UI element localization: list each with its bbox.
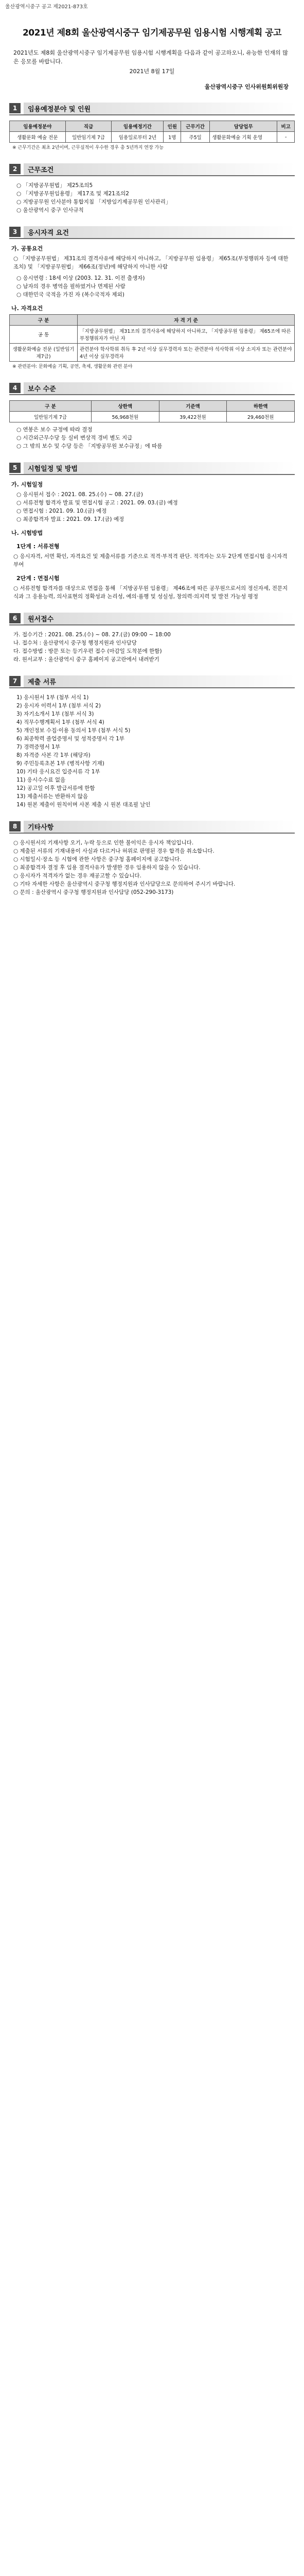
- intro-text: 2021년도 제8회 울산광역시중구 임기제공무원 임용시험 시행계획을 다음과 같이 공고하오니, 유능한 인재의 많은 응모를 바랍니다.: [13, 49, 288, 65]
- table-cell: 공 통: [10, 326, 78, 344]
- list-item: ○ 기타 자세한 사항은 울산광역시 중구청 행정지원과 인사담당으로 문의하여 주시기 바랍니다.: [13, 881, 236, 887]
- list-item: 3) 자기소개서 1부 (첨부 서식 3): [16, 711, 94, 717]
- section-title: 응시자격 요건: [24, 226, 295, 238]
- section-title: 근무조건: [24, 163, 295, 175]
- section-documents: [9, 675, 295, 809]
- notice-number: 울산광역시중구 공고 제2021-873호: [5, 4, 88, 10]
- list-item: ○ 연봉은 보수 규정에 따라 결정: [16, 427, 93, 433]
- signer: 울산광역시중구 인사위원회위원장: [204, 83, 289, 90]
- page-title: 2021년 제8회 울산광역시중구 임기제공무원 임용시험 시행계획 공고: [22, 28, 282, 38]
- table-cell: 일반임기제 7급: [10, 412, 92, 422]
- detail-title: 나. 자격요건: [11, 305, 43, 312]
- table-row: [10, 132, 295, 143]
- section-heading: [9, 675, 295, 688]
- list-item: 4) 직무수행계획서 1부 (첨부 서식 4): [16, 719, 104, 725]
- section-heading: [9, 612, 295, 625]
- table-cell: -: [277, 132, 295, 143]
- qualification-table: [9, 314, 295, 362]
- section-number: 5: [9, 463, 21, 473]
- table-header-cell: 인원: [164, 121, 181, 132]
- recruit-table: [9, 121, 295, 143]
- table-row: [10, 412, 295, 422]
- list-item: 8) 자격증 사본 각 1부 (해당자): [16, 752, 91, 758]
- table-header-cell: 임용예정기간: [112, 121, 164, 132]
- list-item: 14) 원본 제출이 원칙이며 사본 제출 시 원본 대조필 날인: [16, 802, 151, 808]
- list-item: 2) 응시자 이력서 1부 (첨부 서식 2): [16, 703, 101, 709]
- section-title: 보수 수준: [24, 382, 295, 394]
- recruit-note: ※ 근무기간은 최초 2년이며, 근무실적이 우수한 경우 총 5년까지 연장 가능: [12, 145, 164, 150]
- list-item: ○ 남자의 경우 병역을 필하였거나 면제된 사람: [16, 283, 126, 290]
- section-heading: [9, 462, 295, 475]
- table-header-cell: 하한액: [227, 401, 295, 412]
- table-cell: 주5일: [181, 132, 210, 143]
- table-header-cell: 상한액: [91, 401, 159, 412]
- salary-table: [9, 400, 295, 422]
- table-cell: 생활문화 예술 전문: [10, 132, 66, 143]
- step1-title: 1단계 : 서류전형: [16, 543, 60, 550]
- list-item: 5) 개인정보 수집·이용 동의서 1부 (첨부 서식 5): [16, 727, 131, 734]
- table-header-cell: 근무기간: [181, 121, 210, 132]
- table-header-cell: 직급: [65, 121, 112, 132]
- list-item: 다. 접수방법 : 방문 또는 등기우편 접수 (마감일 도착분에 한함): [13, 648, 162, 654]
- section-title: 원서접수: [24, 613, 295, 624]
- list-item: 12) 공고일 이후 발급서류에 한함: [16, 785, 95, 791]
- section-title: 시험일정 및 방법: [24, 462, 295, 474]
- list-item: 9) 주민등록초본 1부 (병적사항 기재): [16, 760, 104, 767]
- table-cell: 관련분야 학사학위 취득 후 2년 이상 실무경력자 또는 관련분야 석사학위 이상 소지자 또는 관련분야 4년 이상 실무경력자: [78, 344, 295, 362]
- list-item: ○ 「지방공무원임용령」 제17조 및 제21조의2: [16, 191, 129, 197]
- table-header-cell: 기준액: [159, 401, 227, 412]
- step1-text: ○ 응시자격, 서면 확인, 자격요건 및 제출서류를 기준으로 적격·부적격 판단. 적격자는 모두 2단계 면접시험 응시자격 부여: [13, 553, 288, 568]
- table-cell: 일반임기제 7급: [65, 132, 112, 143]
- common-title: 가. 공통요건: [11, 245, 43, 252]
- section-qualification: [9, 226, 295, 370]
- section-heading: [9, 382, 295, 395]
- table-row: [10, 326, 295, 344]
- section-number: 6: [9, 613, 21, 623]
- list-item: ○ 그 밖의 보수 및 수당 등은 「지방공무원 보수규정」에 따름: [16, 443, 163, 449]
- list-item: ○ 응시원서 접수 : 2021. 08. 25.(수) ~ 08. 27.(금): [16, 492, 143, 498]
- section-recruitment: [9, 102, 295, 151]
- section-number: 7: [9, 676, 21, 686]
- list-item: ○ 「지방공무원법」 제25조의5: [16, 182, 93, 189]
- section-heading: [9, 163, 295, 176]
- list-item: ○ 시간외근무수당 등 실비 변상적 경비 별도 지급: [16, 435, 133, 441]
- list-item: 1) 응시원서 1부 (첨부 서식 1): [16, 694, 89, 701]
- section-heading: [9, 820, 295, 834]
- table-header-cell: 구 분: [10, 315, 78, 326]
- section-number: 2: [9, 164, 21, 174]
- qualification-note: ※ 관련분야: 문화예술 기획, 공연, 축제, 생활문화 관련 분야: [12, 364, 133, 369]
- table-cell: 1명: [164, 132, 181, 143]
- table-row: [10, 344, 295, 362]
- list-item: 가. 접수기간 : 2021. 08. 25.(수) ~ 08. 27.(금) 09:00 ~ 18:00: [13, 632, 171, 638]
- section-title: 임용예정분야 및 인원: [24, 103, 295, 114]
- list-item: ○ 대한민국 국적을 가진 자 (복수국적자 제외): [16, 292, 124, 298]
- step2-title: 2단계 : 면접시험: [16, 575, 60, 582]
- list-item: 라. 원서교부 : 울산광역시 중구 홈페이지 공고란에서 내려받기: [13, 656, 159, 663]
- list-item: 13) 제출서류는 반환하지 않음: [16, 793, 88, 800]
- list-item: ○ 최종합격자 결정 후 임용 결격사유가 발생한 경우 임용하지 않을 수 있습니다.: [13, 865, 201, 871]
- table-header-cell: 담당업무: [210, 121, 277, 132]
- section-application: [9, 612, 295, 664]
- list-item: ○ 문의 : 울산광역시 중구청 행정지원과 인사담당 (052-290-3173): [13, 889, 174, 895]
- section-heading: [9, 226, 295, 239]
- list-item: ○ 최종합격자 발표 : 2021. 09. 17.(금) 예정: [16, 516, 124, 522]
- list-item: 6) 최종학력 졸업증명서 및 성적증명서 각 1부: [16, 736, 124, 742]
- list-item: ○ 응시연령 : 18세 이상 (2003. 12. 31. 이전 출생자): [16, 275, 145, 281]
- section-etc: [9, 820, 295, 896]
- section-title: 기타사항: [24, 821, 295, 833]
- list-item: ○ 면접시험 : 2021. 09. 10.(금) 예정: [16, 508, 107, 514]
- list-item: 10) 기타 응시요건 입증서류 각 1부: [16, 769, 100, 775]
- list-item: ○ 울산광역시 중구 인사규칙: [16, 207, 84, 213]
- schedule-intro: 가. 시험일정: [11, 481, 43, 488]
- table-cell: 39,422천원: [159, 412, 227, 422]
- table-header-cell: 구 분: [10, 401, 92, 412]
- list-item: 나. 접수처 : 울산광역시 중구청 행정지원과 인사담당: [13, 640, 137, 646]
- list-item: ○ 응시자가 적격자가 없는 경우 재공고할 수 있습니다.: [13, 873, 141, 879]
- section-work-conditions: [9, 163, 295, 214]
- section-number: 8: [9, 821, 21, 832]
- table-cell: 임용일로부터 2년: [112, 132, 164, 143]
- table-cell: 생활문화예술 기획 운영: [210, 132, 277, 143]
- section-schedule: [9, 462, 295, 601]
- section-heading: [9, 102, 295, 115]
- step2-text: ○ 서류전형 합격자를 대상으로 면접을 통해 「지방공무원 임용령」 제46조에 따른 공무원으로서의 정신자세, 전문지식과 그 응용능력, 의사표현의 정확성과 논리성, 예의·품행 및 성실성, 창의력·의지력 및 발전 가능성 평정: [13, 585, 288, 600]
- section-number: 3: [9, 227, 21, 237]
- list-item: ○ 제출된 서류의 기재내용이 사실과 다르거나 허위로 판명된 경우 합격을 취소합니다.: [13, 848, 214, 854]
- common-text: ○ 「지방공무원법」 제31조의 결격사유에 해당하지 아니하고, 「지방공무원 임용령」 제65조(부정행위자 등에 대한 조치) 및 「지방공무원법」 제66조(정년)에 해당하지 아니한 사람: [13, 256, 289, 270]
- table-header-cell: 비고: [277, 121, 295, 132]
- list-item: 11) 응시수수료 없음: [16, 777, 66, 783]
- table-cell: 「지방공무원법」 제31조의 결격사유에 해당하지 아니하고, 「지방공무원 임용령」 제65조에 따른 부정행위자가 아닌 자: [78, 326, 295, 344]
- section-number: 4: [9, 383, 21, 393]
- section-salary: [9, 382, 295, 450]
- table-header-cell: 임용예정분야: [10, 121, 66, 132]
- section-number: 1: [9, 103, 21, 113]
- table-cell: 56,968천원: [91, 412, 159, 422]
- list-item: 7) 경력증명서 1부: [16, 744, 60, 750]
- method-title: 나. 시험방법: [11, 530, 43, 536]
- list-item: ○ 지방공무원 인사분야 통합지침 「지방임기제공무원 인사관리」: [16, 199, 171, 205]
- table-header-cell: 자 격 기 준: [78, 315, 295, 326]
- table-cell: 29,460천원: [227, 412, 295, 422]
- list-item: ○ 응시원서의 기재사항 오기, 누락 등으로 인한 불이익은 응시자 책임입니다.: [13, 840, 194, 846]
- list-item: ○ 시험일시·장소 등 시험에 관한 사항은 중구청 홈페이지에 공고합니다.: [13, 856, 182, 862]
- table-cell: 생활문화예술 전문 (일반임기제7급): [10, 344, 78, 362]
- list-item: ○ 서류전형 합격자 발표 및 면접시험 공고 : 2021. 09. 03.(금) 예정: [16, 500, 178, 506]
- intro-date: 2021년 8월 17일: [129, 68, 175, 75]
- section-title: 제출 서류: [24, 675, 295, 687]
